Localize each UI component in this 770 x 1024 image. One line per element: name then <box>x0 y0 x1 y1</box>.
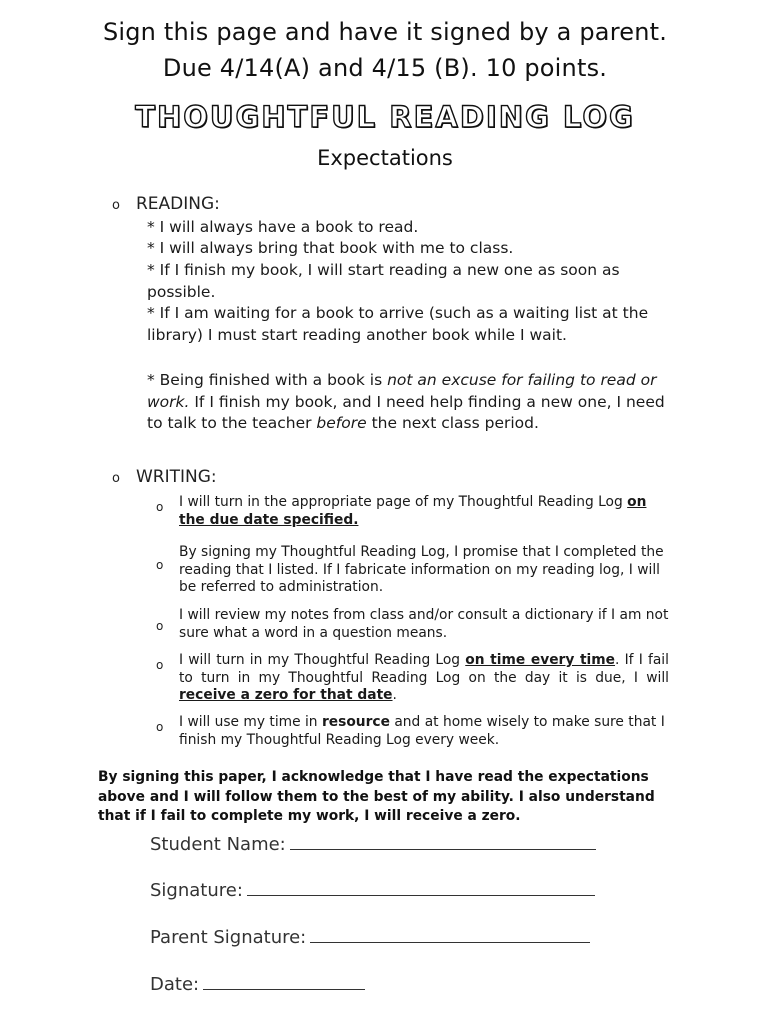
circle-bullet-icon: o <box>112 198 120 213</box>
parent-signature-label: Parent Signature: <box>150 927 307 948</box>
writing-item-text <box>179 494 669 529</box>
date-field[interactable] <box>150 974 365 995</box>
student-name-blank[interactable] <box>290 848 596 850</box>
student-name-label: Student Name: <box>150 834 286 855</box>
writing-text: . <box>392 687 397 703</box>
writing-text: I will use my time in <box>179 714 322 730</box>
circle-bullet-icon: o <box>112 471 120 486</box>
reading-item-text: * Being finished with a book is <box>147 371 388 389</box>
writing-emphasis: receive a zero for that date <box>179 687 393 703</box>
writing-emphasis: resource <box>321 714 390 730</box>
writing-text: and at home wisely to make sure that I finish my Thoughtful Reading Log every week. <box>179 714 665 748</box>
signature-label: Signature: <box>150 880 243 901</box>
writing-text: . If I fail to turn in my Thoughtful Reading Log on the day it is due, I will <box>179 652 669 686</box>
reading-item-text: If I finish my book, and I need help finding a new one, I need to talk to the teacher <box>147 392 665 432</box>
date-label: Date: <box>150 974 200 995</box>
page-title: THOUGHTFUL READING LOG <box>135 100 635 134</box>
circle-bullet-icon: o <box>156 619 164 633</box>
circle-bullet-icon: o <box>156 558 164 572</box>
circle-bullet-icon: o <box>156 658 164 672</box>
reading-item <box>147 370 667 435</box>
reading-heading-label: READING: <box>136 194 220 214</box>
writing-text: I will turn in the appropriate page of my Thoughtful Reading Log <box>179 494 628 510</box>
reading-item-text: the next class period. <box>366 414 539 432</box>
due-date-line: Due 4/14(A) and 4/15 (B). 10 points. <box>162 54 608 82</box>
expectations-heading: Expectations <box>317 146 453 170</box>
signature-blank[interactable] <box>247 894 595 896</box>
parent-signature-blank[interactable] <box>310 941 590 943</box>
reading-item: * I will always have a book to read. <box>147 218 419 236</box>
writing-item-text: By signing my Thoughtful Reading Log, I promise that I completed the reading that I listed. If I fabricate information on my reading log, I will be referred to administration. <box>179 544 664 595</box>
reading-section-heading <box>112 194 220 214</box>
writing-emphasis: on the due date specified. <box>179 494 647 528</box>
writing-item-text <box>179 652 669 705</box>
reading-item: * I will always bring that book with me to class. <box>147 239 514 257</box>
circle-bullet-icon: o <box>156 500 164 514</box>
reading-item-emphasis: not an excuse for failing to read or work. <box>147 371 657 411</box>
writing-item-text: I will review my notes from class and/or consult a dictionary if I am not sure what a word in a question means. <box>179 607 669 641</box>
instruction-line: Sign this page and have it signed by a parent. <box>102 18 668 46</box>
writing-heading-label: WRITING: <box>136 467 217 487</box>
writing-text: I will turn in my Thoughtful Reading Log <box>179 652 466 668</box>
student-name-field[interactable] <box>150 834 596 855</box>
writing-emphasis: on time every time <box>465 652 616 668</box>
acknowledgement-statement: By signing this paper, I acknowledge that I have read the expectations above and I will follow them to the best of my ability. I also understand that if I fail to complete my work, I will receive a zero. <box>98 769 655 824</box>
parent-signature-field[interactable] <box>150 927 590 948</box>
reading-item-emphasis: before <box>316 414 367 432</box>
writing-item-text <box>179 714 669 749</box>
reading-item: * If I am waiting for a book to arrive (such as a waiting list at the library) I must start reading another book while I wait. <box>147 304 649 344</box>
circle-bullet-icon: o <box>156 720 164 734</box>
reading-item: * If I finish my book, I will start reading a new one as soon as possible. <box>147 261 620 301</box>
date-blank[interactable] <box>203 988 365 990</box>
signature-field[interactable] <box>150 880 595 901</box>
writing-section-heading <box>112 467 217 487</box>
